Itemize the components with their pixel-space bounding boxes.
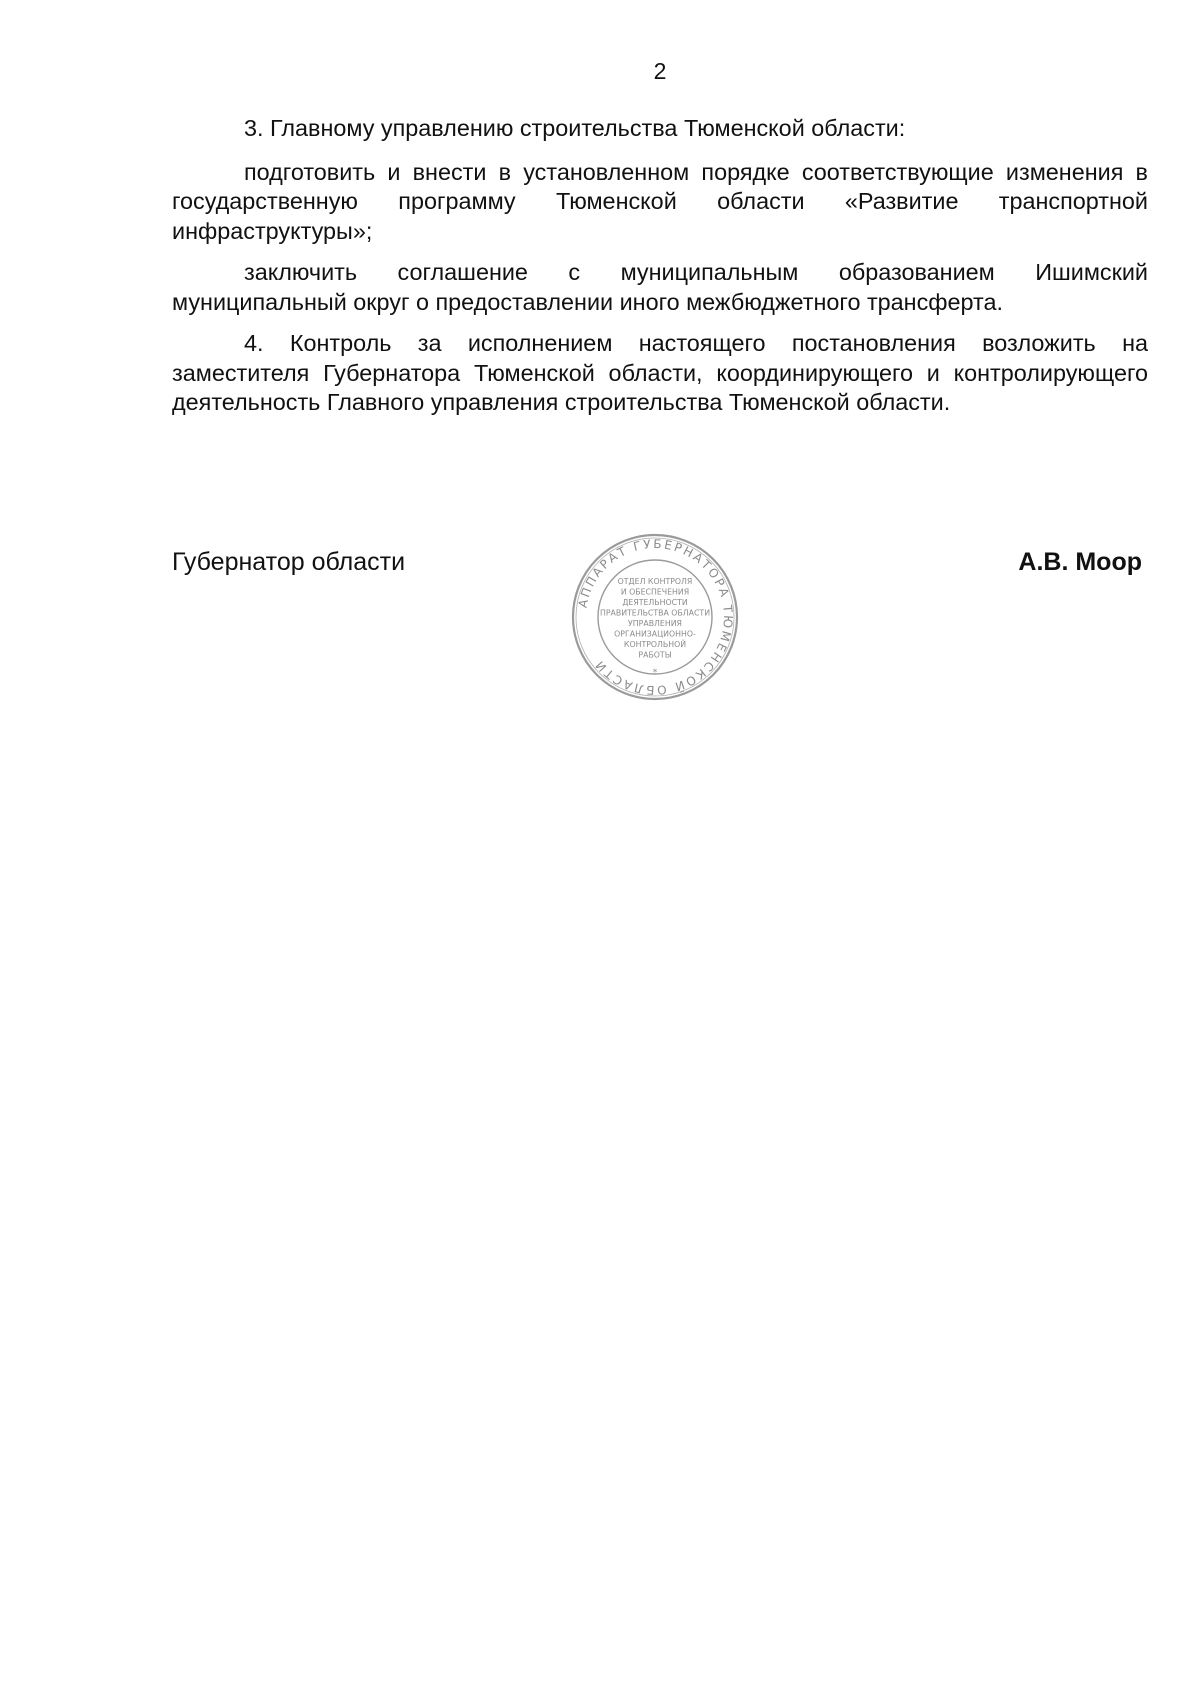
seal-inner-line: КОНТРОЛЬНОЙ bbox=[623, 640, 687, 649]
seal-outer-text: АППАРАТ ГУБЕРНАТОРА ТЮМЕНСКОЙ ОБЛАСТИ bbox=[575, 536, 736, 698]
paragraph-conclude-agreement: заключить соглашение с муниципальным образованием Ишимский муниципальный округ о предоставлении иного межбюджетного трансферта. bbox=[172, 259, 1148, 315]
document-body bbox=[172, 114, 1148, 430]
paragraph-prepare-changes: подготовить и внести в установленном порядке соответствующие изменения в государственную программу Тюменской области «Развитие транспортной инфраструктуры»; bbox=[172, 158, 1148, 244]
seal-inner-text bbox=[600, 577, 710, 660]
seal-inner-line: РАБОТЫ bbox=[638, 650, 672, 660]
paragraph-4: 4. Контроль за исполнением настоящего постановления возложить на заместителя Губернатора Тюменской области, координирующего и контролирующего деятельность Главного управления строительства Тюменской области. bbox=[172, 330, 1148, 415]
seal-inner-line: ДЕЯТЕЛЬНОСТИ bbox=[622, 598, 688, 607]
signatory-title: Губернатор области bbox=[172, 548, 406, 576]
seal-inner-line: ОТДЕЛ КОНТРОЛЯ bbox=[617, 577, 693, 586]
seal-inner-line: УПРАВЛЕНИЯ bbox=[628, 619, 682, 628]
page-number: 2 bbox=[653, 58, 667, 84]
paragraph-3: 3. Главному управлению строительства Тюменской области: bbox=[244, 115, 906, 141]
seal-inner-line: ОРГАНИЗАЦИОННО- bbox=[614, 629, 696, 639]
seal-inner-line: ПРАВИТЕЛЬСТВА ОБЛАСТИ bbox=[599, 608, 711, 618]
seal-inner-line: И ОБЕСПЕЧЕНИЯ bbox=[620, 587, 690, 597]
svg-text:*: * bbox=[652, 668, 658, 678]
official-seal-stamp bbox=[570, 532, 740, 702]
signatory-name: А.В. Моор bbox=[1018, 548, 1142, 576]
seal-graphic bbox=[570, 532, 740, 702]
